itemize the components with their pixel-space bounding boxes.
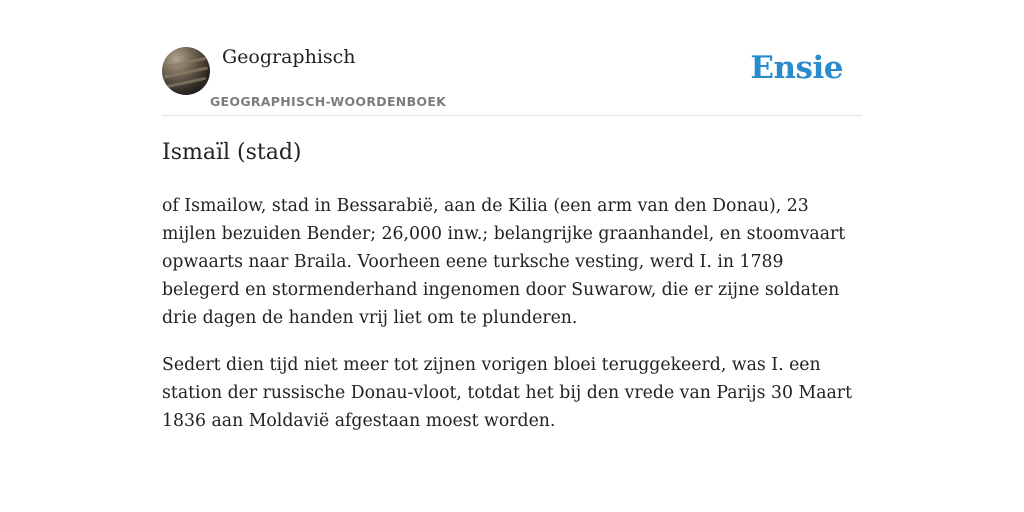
entry-paragraph-2: Sedert dien tijd niet meer tot zijnen vorigen bloei teruggekeerd, was I. een station der russische Donau-vloot, totdat het bij den vrede van Parijs 30 Maart 1836 aan Moldavië afgestaan moest worden. (162, 355, 853, 431)
dictionary-header (162, 40, 862, 116)
dictionary-slug[interactable]: GEOGRAPHISCH-WOORDENBOEK (210, 94, 447, 109)
entry-body (162, 192, 862, 454)
entry-paragraph-1: of Ismailow, stad in Bessarabië, aan de Kilia (een arm van den Donau), 23 mijlen bezuiden Bender; 26,000 inw.; belangrijke graanhandel, en stoomvaart opwaarts naar Braila. Voorheen eene turksche vesting, werd I. in 1789 belegerd en stormenderhand ingenomen door Suwarow, die er zijne soldaten drie dagen de handen vrij liet om te plunderen. (162, 196, 846, 328)
ensie-logo[interactable]: Ensie (750, 50, 843, 86)
dictionary-name-link[interactable]: Geographisch (222, 46, 356, 68)
entry-title: Ismaïl (stad) (162, 140, 302, 165)
dictionary-avatar-icon[interactable] (162, 47, 210, 95)
